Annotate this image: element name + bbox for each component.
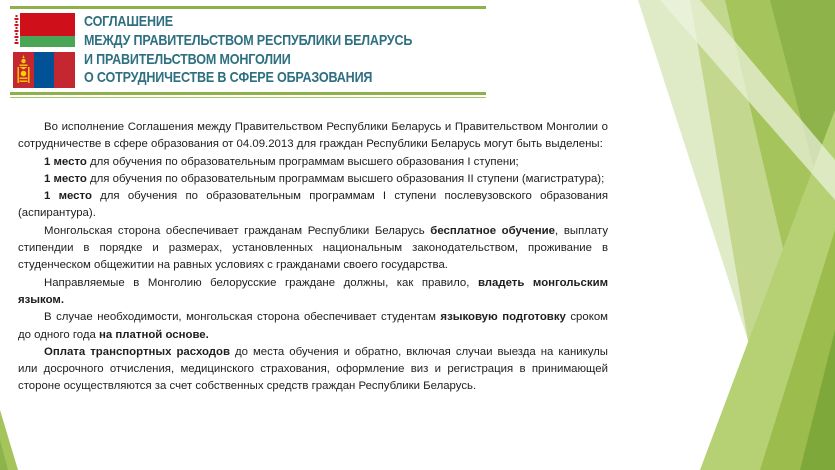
document-body (18, 119, 608, 396)
intro-paragraph: Во исполнение Соглашения между Правительством Республики Беларусь и Правительством Монголии о сотрудничестве в сфере образования от 04.09.2013 для граждан Республики Беларусь могут быть выделены: (18, 121, 608, 151)
title-line: О СОТРУДНИЧЕСТВЕ В СФЕРЕ ОБРАЗОВАНИЯ (84, 70, 373, 87)
language-training-paragraph: В случае необходимости, монгольская сторона обеспечивает студентам языковую подготовку сроком до одного года на платной основе. (18, 311, 608, 341)
mongolia-flag-icon (13, 52, 75, 88)
belarus-flag-icon (13, 13, 75, 47)
header-divider-top (10, 6, 486, 9)
free-education-paragraph: Монгольская сторона обеспечивает гражданам Республики Беларусь бесплатное обучение, выплату стипендии в порядке и размерах, установленных национальным законодательством, проживание в студенческом общежитии на равных условиях с гражданами своего государства. (18, 224, 609, 272)
header-divider-bottom (10, 92, 486, 95)
title-line: И ПРАВИТЕЛЬСТВОМ МОНГОЛИИ (84, 51, 291, 68)
quota-item-master: 1 место для обучения по образовательным программам высшего образования II ступени (магистратура); (44, 172, 605, 185)
quota-item-postgraduate: 1 место для обучения по образовательным программам I ступени послевузовского образования (аспирантура). (18, 190, 608, 220)
quota-item-bachelor: 1 место для обучения по образовательным программам высшего образования I ступени; (44, 155, 519, 168)
header-divider-thin (10, 97, 486, 98)
document-title (84, 13, 412, 88)
title-line: МЕЖДУ ПРАВИТЕЛЬСТВОМ РЕСПУБЛИКИ БЕЛАРУСЬ (84, 32, 413, 49)
title-line: СОГЛАШЕНИЕ (84, 14, 173, 30)
header (10, 6, 486, 98)
language-requirement-paragraph: Направляемые в Монголию белорусские граждане должны, как правило, владеть монгольским языком. (18, 276, 608, 306)
transport-costs-paragraph: Оплата транспортных расходов до места обучения и обратно, включая случаи выезда на каникулы или досрочного отчисления, медицинского страхования, оформление виз и регистрация в принимающей стороне осуществляются за счет собственных средств граждан Республики Беларусь. (18, 345, 608, 393)
